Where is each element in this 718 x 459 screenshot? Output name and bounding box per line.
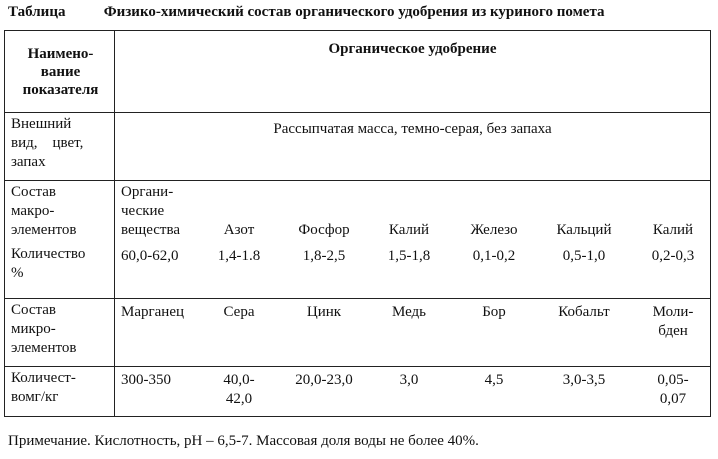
macro-element-name-line: Фосфор [298, 222, 350, 238]
appearance-label-line: вид, цвет, [11, 135, 84, 151]
macro-qty-label: Количество [11, 246, 86, 262]
micro-element-name [198, 303, 280, 322]
macro-element-name-line: Кальций [556, 222, 612, 238]
macro-element-name [115, 183, 197, 240]
macro-element-value: 1,8-2,5 [302, 248, 346, 264]
micro-element-value-line: 3,0 [399, 372, 419, 388]
header-fertilizer-label: Органическое удобрение [328, 41, 497, 57]
macro-element-name-line: Калий [388, 222, 430, 238]
micro-element-value [115, 371, 197, 390]
caption-title: Физико-химический состав органического удобрения из куриного помета [103, 4, 605, 20]
macro-element-value: 0,5-1,0 [562, 248, 606, 264]
micro-element-name-line: Медь [391, 304, 427, 320]
micro-element-name-line: Сера [223, 304, 255, 320]
macro-element-name [198, 221, 280, 240]
micro-element-value-line: 20,0-23,0 [295, 372, 353, 388]
micro-element-name-line: Марганец [121, 304, 185, 320]
micro-element-value [631, 371, 715, 409]
header-indicator-line: Наимено- [27, 45, 94, 62]
macro-element-value: 60,0-62,0 [121, 248, 179, 264]
micro-element-name-line: Кобальт [558, 304, 610, 320]
micro-element-name [451, 303, 537, 322]
macro-element-name-line: Органи- [121, 184, 174, 200]
micro-element-value-line: 3,0-3,5 [562, 372, 606, 388]
micro-element-value-line: 42,0 [225, 391, 253, 407]
micro-label-line: Состав [11, 302, 57, 318]
micro-qty-label-line: Количест- [11, 370, 76, 386]
micro-grid-cell [115, 299, 711, 367]
micro-element-name [368, 303, 450, 322]
micro-element-value-line: 0,05- [657, 372, 689, 388]
macro-element-value: 1,5-1,8 [387, 248, 431, 264]
micro-element-value [451, 371, 537, 390]
micro-element-value-line: 300-350 [121, 372, 171, 388]
macro-element-name-line: Железо [470, 222, 518, 238]
macro-label-line: Состав [11, 184, 57, 200]
macro-element-name-line: Азот [223, 222, 255, 238]
micro-values-cell [115, 367, 711, 417]
micro-label [5, 299, 115, 367]
macro-element-name-line: Калий [652, 222, 694, 238]
micro-element-name-line: Бор [482, 304, 506, 320]
header-fertilizer [115, 31, 711, 113]
appearance-value-cell [115, 113, 711, 181]
micro-label-line: элементов [11, 340, 77, 356]
macro-element-name [451, 221, 537, 240]
micro-element-value-line: 40,0- [223, 372, 255, 388]
composition-table [4, 30, 711, 417]
header-indicator [5, 31, 115, 113]
macro-element-name [538, 221, 630, 240]
micro-element-value [198, 371, 280, 409]
micro-element-value-line: 4,5 [484, 372, 504, 388]
appearance-label-line: запах [11, 154, 46, 170]
macro-label [5, 181, 115, 299]
macro-element-value: 1,4-1.8 [217, 248, 261, 264]
micro-element-value-line: 0,07 [659, 391, 687, 407]
macro-element-name-line: ческие [121, 203, 165, 219]
micro-element-name [631, 303, 715, 341]
appearance-value: Рассыпчатая масса, темно-серая, без запаха [273, 121, 552, 137]
macro-label-line: макро- [11, 203, 55, 219]
macro-element-name [281, 221, 367, 240]
macro-element-value: 0,2-0,3 [651, 248, 695, 264]
micro-element-name [538, 303, 630, 322]
micro-qty-label-line: вомг/кг [11, 389, 59, 405]
macro-qty-label: % [11, 265, 24, 281]
appearance-label-line: Внешний [11, 116, 72, 132]
macro-element-name-line: вещества [121, 222, 180, 238]
micro-element-name-line: бден [658, 323, 688, 339]
appearance-label [5, 113, 115, 181]
micro-element-name-line: Моли- [652, 304, 694, 320]
macro-grid-cell [115, 181, 711, 299]
caption-label: Таблица [8, 4, 66, 20]
micro-element-name [115, 303, 197, 322]
micro-qty-label [5, 367, 115, 417]
macro-element-value: 0,1-0,2 [472, 248, 516, 264]
macro-label-line: элементов [11, 222, 77, 238]
micro-element-name [281, 303, 367, 322]
header-indicator-line: показателя [22, 81, 99, 98]
macro-element-name [631, 221, 715, 240]
micro-element-name-line: Цинк [306, 304, 342, 320]
macro-element-name [368, 221, 450, 240]
header-indicator-line: вание [40, 63, 81, 80]
micro-element-value [281, 371, 367, 390]
micro-label-line: микро- [11, 321, 56, 337]
micro-element-value [538, 371, 630, 390]
micro-element-value [368, 371, 450, 390]
table-note: Примечание. Кислотность, pH – 6,5-7. Массовая доля воды не более 40%. [8, 433, 479, 449]
table-caption [8, 4, 714, 21]
